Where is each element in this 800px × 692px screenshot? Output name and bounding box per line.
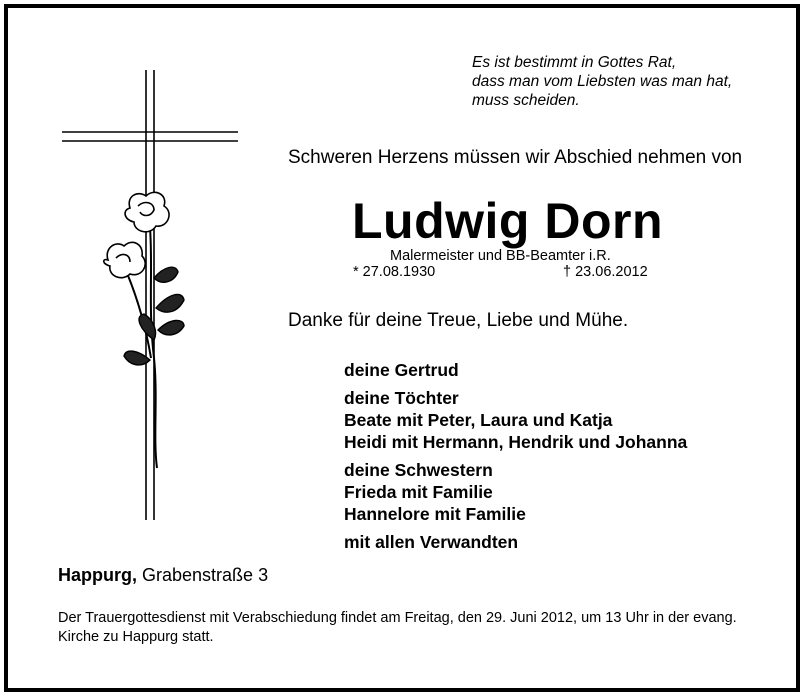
- birth-date: * 27.08.1930: [353, 264, 436, 280]
- address-town: Happurg,: [58, 565, 137, 585]
- poem-line: muss scheiden.: [472, 92, 580, 109]
- mourner-group-spouse: [344, 359, 687, 381]
- address-street: Grabenstraße 3: [142, 565, 269, 585]
- mourner-group-daughters: [344, 387, 687, 453]
- mourner-line: mit allen Verwandten: [344, 532, 519, 552]
- service-notice: Der Trauergottesdienst mit Verabschiedung findet am Freitag, den 29. Juni 2012, um 13 Uhr in der evang. Kirche zu Happurg statt.: [58, 610, 737, 645]
- poem-line: dass man vom Liebsten was man hat,: [472, 73, 733, 90]
- cross-rose-icon: [58, 68, 248, 528]
- address: [58, 565, 268, 586]
- deceased-profession: Malermeister und BB-Beamter i.R.: [390, 248, 611, 264]
- poem-line: Es ist bestimmt in Gottes Rat,: [472, 54, 677, 71]
- mourner-group-relatives: [344, 531, 687, 553]
- mourner-group-sisters: [344, 459, 687, 525]
- mourner-line: Heidi mit Hermann, Hendrik und Johanna: [344, 432, 688, 452]
- mourner-line: Beate mit Peter, Laura und Katja: [344, 410, 613, 430]
- intro-text: Schweren Herzens müssen wir Abschied nehmen von: [288, 147, 743, 168]
- death-date: † 23.06.2012: [563, 264, 648, 280]
- mourner-line: deine Gertrud: [344, 360, 459, 380]
- deceased-name: Ludwig Dorn: [352, 193, 663, 249]
- mourners-list: [344, 359, 687, 559]
- mourner-line: deine Töchter: [344, 388, 459, 408]
- poem: [472, 53, 732, 110]
- mourner-line: Frieda mit Familie: [344, 482, 493, 502]
- mourner-line: Hannelore mit Familie: [344, 504, 526, 524]
- thanks-text: Danke für deine Treue, Liebe und Mühe.: [288, 310, 629, 331]
- mourner-line: deine Schwestern: [344, 460, 493, 480]
